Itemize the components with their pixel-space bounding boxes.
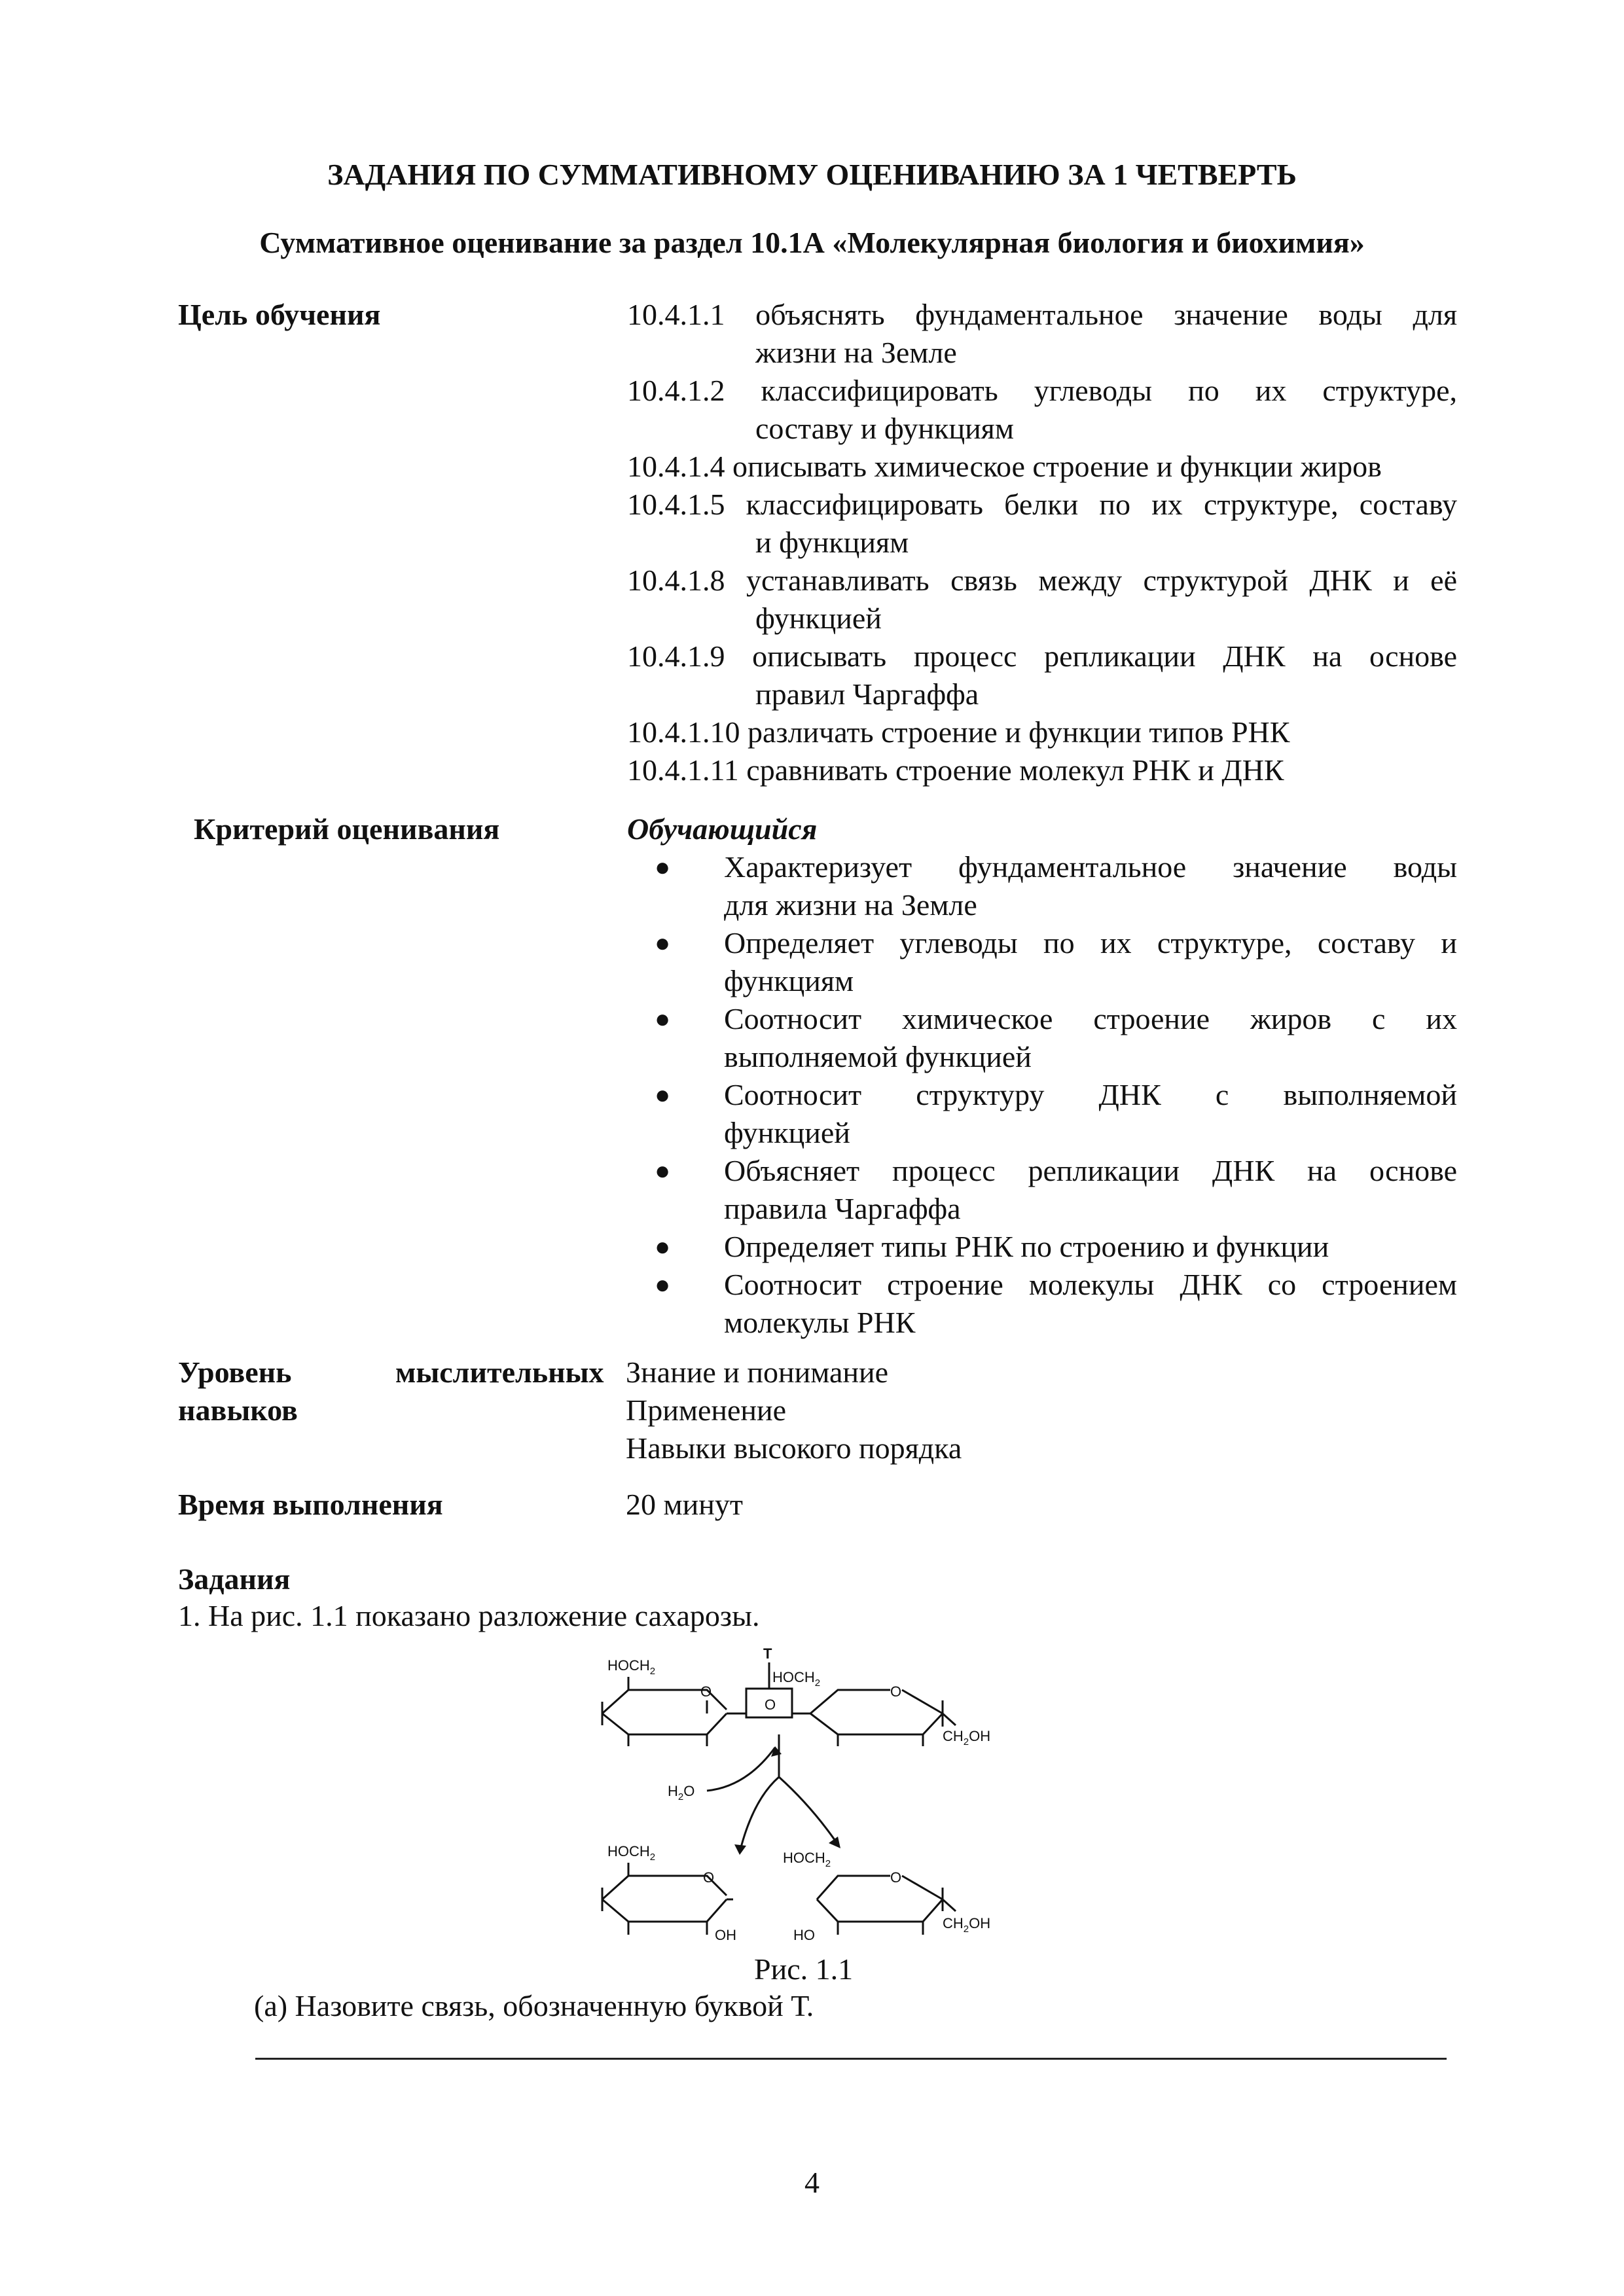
objective-line1	[627, 637, 1457, 675]
criterion-text	[724, 1266, 1457, 1342]
objective-line2: и функциям	[755, 526, 909, 559]
answer-line[interactable]	[255, 2058, 1447, 2060]
criterion-line2: молекулы РНК	[724, 1306, 916, 1339]
objective-text: классифицировать углеводы по их структуре,	[761, 374, 1457, 407]
bullet-icon: ●	[655, 1004, 671, 1033]
objective-item	[627, 372, 1457, 448]
criterion-line1: Объясняет процесс репликации ДНК на основе	[724, 1154, 1457, 1187]
water-arrow	[707, 1748, 775, 1791]
objective-code: 10.4.1.10	[627, 715, 740, 749]
criterion-text	[724, 1076, 1457, 1152]
label-hoch2-glucose: $HOCH_2$	[607, 1657, 656, 1677]
criterion-item	[655, 924, 1457, 1000]
objective-code: 10.4.1.2	[627, 374, 725, 407]
criterion-item	[655, 1076, 1457, 1152]
figure-caption: Рис. 1.1	[754, 1952, 854, 1986]
time-label: Время выполнения	[178, 1488, 443, 1521]
assessment-criteria-intro: Обучающийся	[627, 812, 818, 846]
objective-code: 10.4.1.1	[627, 298, 725, 331]
page-number: 4	[804, 2166, 820, 2199]
objective-line1	[627, 751, 1457, 789]
objective-code: 10.4.1.11	[627, 753, 739, 787]
learning-objectives-label: Цель обучения	[178, 298, 381, 331]
objective-text: описывать химическое строение и функции жиров	[732, 450, 1382, 483]
objective-text: устанавливать связь между структурой ДНК и её	[746, 564, 1458, 597]
label-oh-glucose-2: OH	[715, 1927, 736, 1943]
objective-code: 10.4.1.4	[627, 450, 725, 483]
thinking-skills-label-word1: Уровень	[178, 1355, 292, 1389]
objective-text: объяснять фундаментальное значение воды для	[755, 298, 1457, 331]
label-o-bond: O	[765, 1696, 776, 1713]
objective-line1	[627, 562, 1457, 600]
label-o-fructose: O	[890, 1683, 902, 1700]
thinking-level-3: Навыки высокого порядка	[626, 1431, 962, 1465]
criterion-item	[655, 1152, 1457, 1228]
label-o-glucose: O	[700, 1683, 712, 1700]
criterion-item	[655, 848, 1457, 924]
bullet-icon: ●	[655, 852, 671, 882]
objective-text: классифицировать белки по их структуре, составу	[746, 488, 1457, 521]
objective-line1	[627, 486, 1457, 524]
question-1a-text: (а) Назовите связь, обозначенную буквой Т.	[254, 1989, 814, 2022]
thinking-skills-label-word2: мыслительных	[395, 1355, 604, 1389]
thinking-level-2: Применение	[626, 1393, 787, 1427]
arrow-right	[779, 1777, 838, 1844]
fructose-ring2-top-right	[902, 1876, 943, 1899]
objective-code: 10.4.1.5	[627, 488, 725, 521]
criterion-line1: Соотносит строение молекулы ДНК со строением	[724, 1268, 1457, 1301]
criterion-item	[655, 1228, 1457, 1266]
assessment-criteria-label: Критерий оценивания	[194, 812, 500, 846]
criterion-line2: для жизни на Земле	[724, 888, 977, 922]
label-hoch2-fructose: $HOCH_2$	[772, 1669, 821, 1689]
label-ch2oh-bottom: $CH_2OH$	[943, 1915, 991, 1935]
label-h2o: $H_2O$	[668, 1783, 695, 1803]
glucose-ring-bottom	[602, 1713, 727, 1734]
bullet-icon: ●	[655, 1080, 671, 1109]
objective-item	[627, 637, 1457, 713]
objective-line1	[627, 713, 1457, 751]
criterion-line2: функциям	[724, 964, 854, 997]
criterion-line1: Определяет углеводы по их структуре, составу и	[724, 926, 1457, 960]
bullet-icon: ●	[655, 1270, 671, 1299]
criterion-text	[724, 848, 1457, 924]
objective-item	[627, 713, 1457, 751]
objective-line2: жизни на Земле	[755, 336, 957, 369]
diagram-lines	[602, 1662, 956, 1935]
objective-text: сравнивать строение молекул РНК и ДНК	[746, 753, 1284, 787]
criterion-line1: Соотносит структуру ДНК с выполняемой	[724, 1078, 1457, 1111]
criterion-line1: Характеризует фундаментальное значение воды	[724, 850, 1457, 884]
sucrose-hydrolysis-diagram	[589, 1636, 1034, 1950]
time-value: 20 минут	[626, 1488, 743, 1521]
criterion-line2: функцией	[724, 1116, 850, 1149]
objective-text: описывать процесс репликации ДНК на основе	[752, 639, 1458, 673]
objective-text: различать строение и функции типов РНК	[748, 715, 1290, 749]
question-1-text: 1. На рис. 1.1 показано разложение сахарозы.	[178, 1599, 760, 1632]
objective-item	[627, 296, 1457, 372]
objective-line1	[627, 296, 1457, 334]
objective-item	[627, 448, 1457, 486]
objective-line2: составу и функциям	[755, 412, 1014, 445]
criterion-text	[724, 1228, 1457, 1266]
label-o-fructose-2: O	[890, 1869, 902, 1886]
objective-item	[627, 562, 1457, 637]
objective-line2: правил Чаргаффа	[755, 677, 979, 711]
criterion-text	[724, 1000, 1457, 1076]
bullet-icon: ●	[655, 1232, 671, 1261]
arrow-heads	[734, 1746, 840, 1855]
page-subtitle: Суммативное оценивание за раздел 10.1А «Молекулярная биология и биохимия»	[259, 226, 1365, 259]
thinking-skills-label-line2: навыков	[178, 1393, 298, 1427]
thinking-level-1: Знание и понимание	[626, 1355, 889, 1389]
criterion-item	[655, 1266, 1457, 1342]
objective-code: 10.4.1.8	[627, 564, 725, 597]
criterion-line2: правила Чаргаффа	[724, 1192, 961, 1225]
objective-line2: функцией	[755, 601, 882, 635]
label-ho-fructose-2: HO	[793, 1927, 815, 1943]
criterion-item	[655, 1000, 1457, 1076]
arrow-left	[740, 1777, 779, 1852]
objective-item	[627, 486, 1457, 562]
fructose-ring2-bottom	[817, 1899, 943, 1922]
objective-code: 10.4.1.9	[627, 639, 725, 673]
label-o-glucose-2: O	[703, 1869, 715, 1886]
bullet-icon: ●	[655, 928, 671, 958]
label-ch2oh-top: $CH_2OH$	[943, 1728, 991, 1748]
criterion-text	[724, 1152, 1457, 1228]
fructose-ring-top-right	[902, 1690, 943, 1713]
criterion-line2: выполняемой функцией	[724, 1040, 1032, 1073]
label-t: T	[763, 1645, 772, 1662]
assessment-criteria-list	[655, 848, 1457, 1342]
criterion-line1: Соотносит химическое строение жиров с их	[724, 1002, 1457, 1035]
tasks-heading: Задания	[178, 1562, 291, 1596]
objective-line1	[627, 448, 1457, 486]
bullet-icon: ●	[655, 1156, 671, 1185]
criterion-text	[724, 924, 1457, 1000]
fructose-ring-bottom	[810, 1713, 943, 1734]
objective-item	[627, 751, 1457, 789]
label-hoch2-fructose-2: $HOCH_2$	[783, 1850, 831, 1869]
page-title: ЗАДАНИЯ ПО СУММАТИВНОМУ ОЦЕНИВАНИЮ ЗА 1 ЧЕТВЕРТЬ	[327, 158, 1297, 191]
glucose-ring2-bottom	[602, 1899, 727, 1922]
fructose-ring2-top-left	[817, 1876, 890, 1899]
objective-line1	[627, 372, 1457, 410]
learning-objectives-list	[627, 296, 1457, 789]
criterion-line1: Определяет типы РНК по строению и функции	[724, 1230, 1329, 1263]
fructose-ring-top-left	[810, 1690, 890, 1713]
label-hoch2-glucose-2: $HOCH_2$	[607, 1843, 656, 1863]
